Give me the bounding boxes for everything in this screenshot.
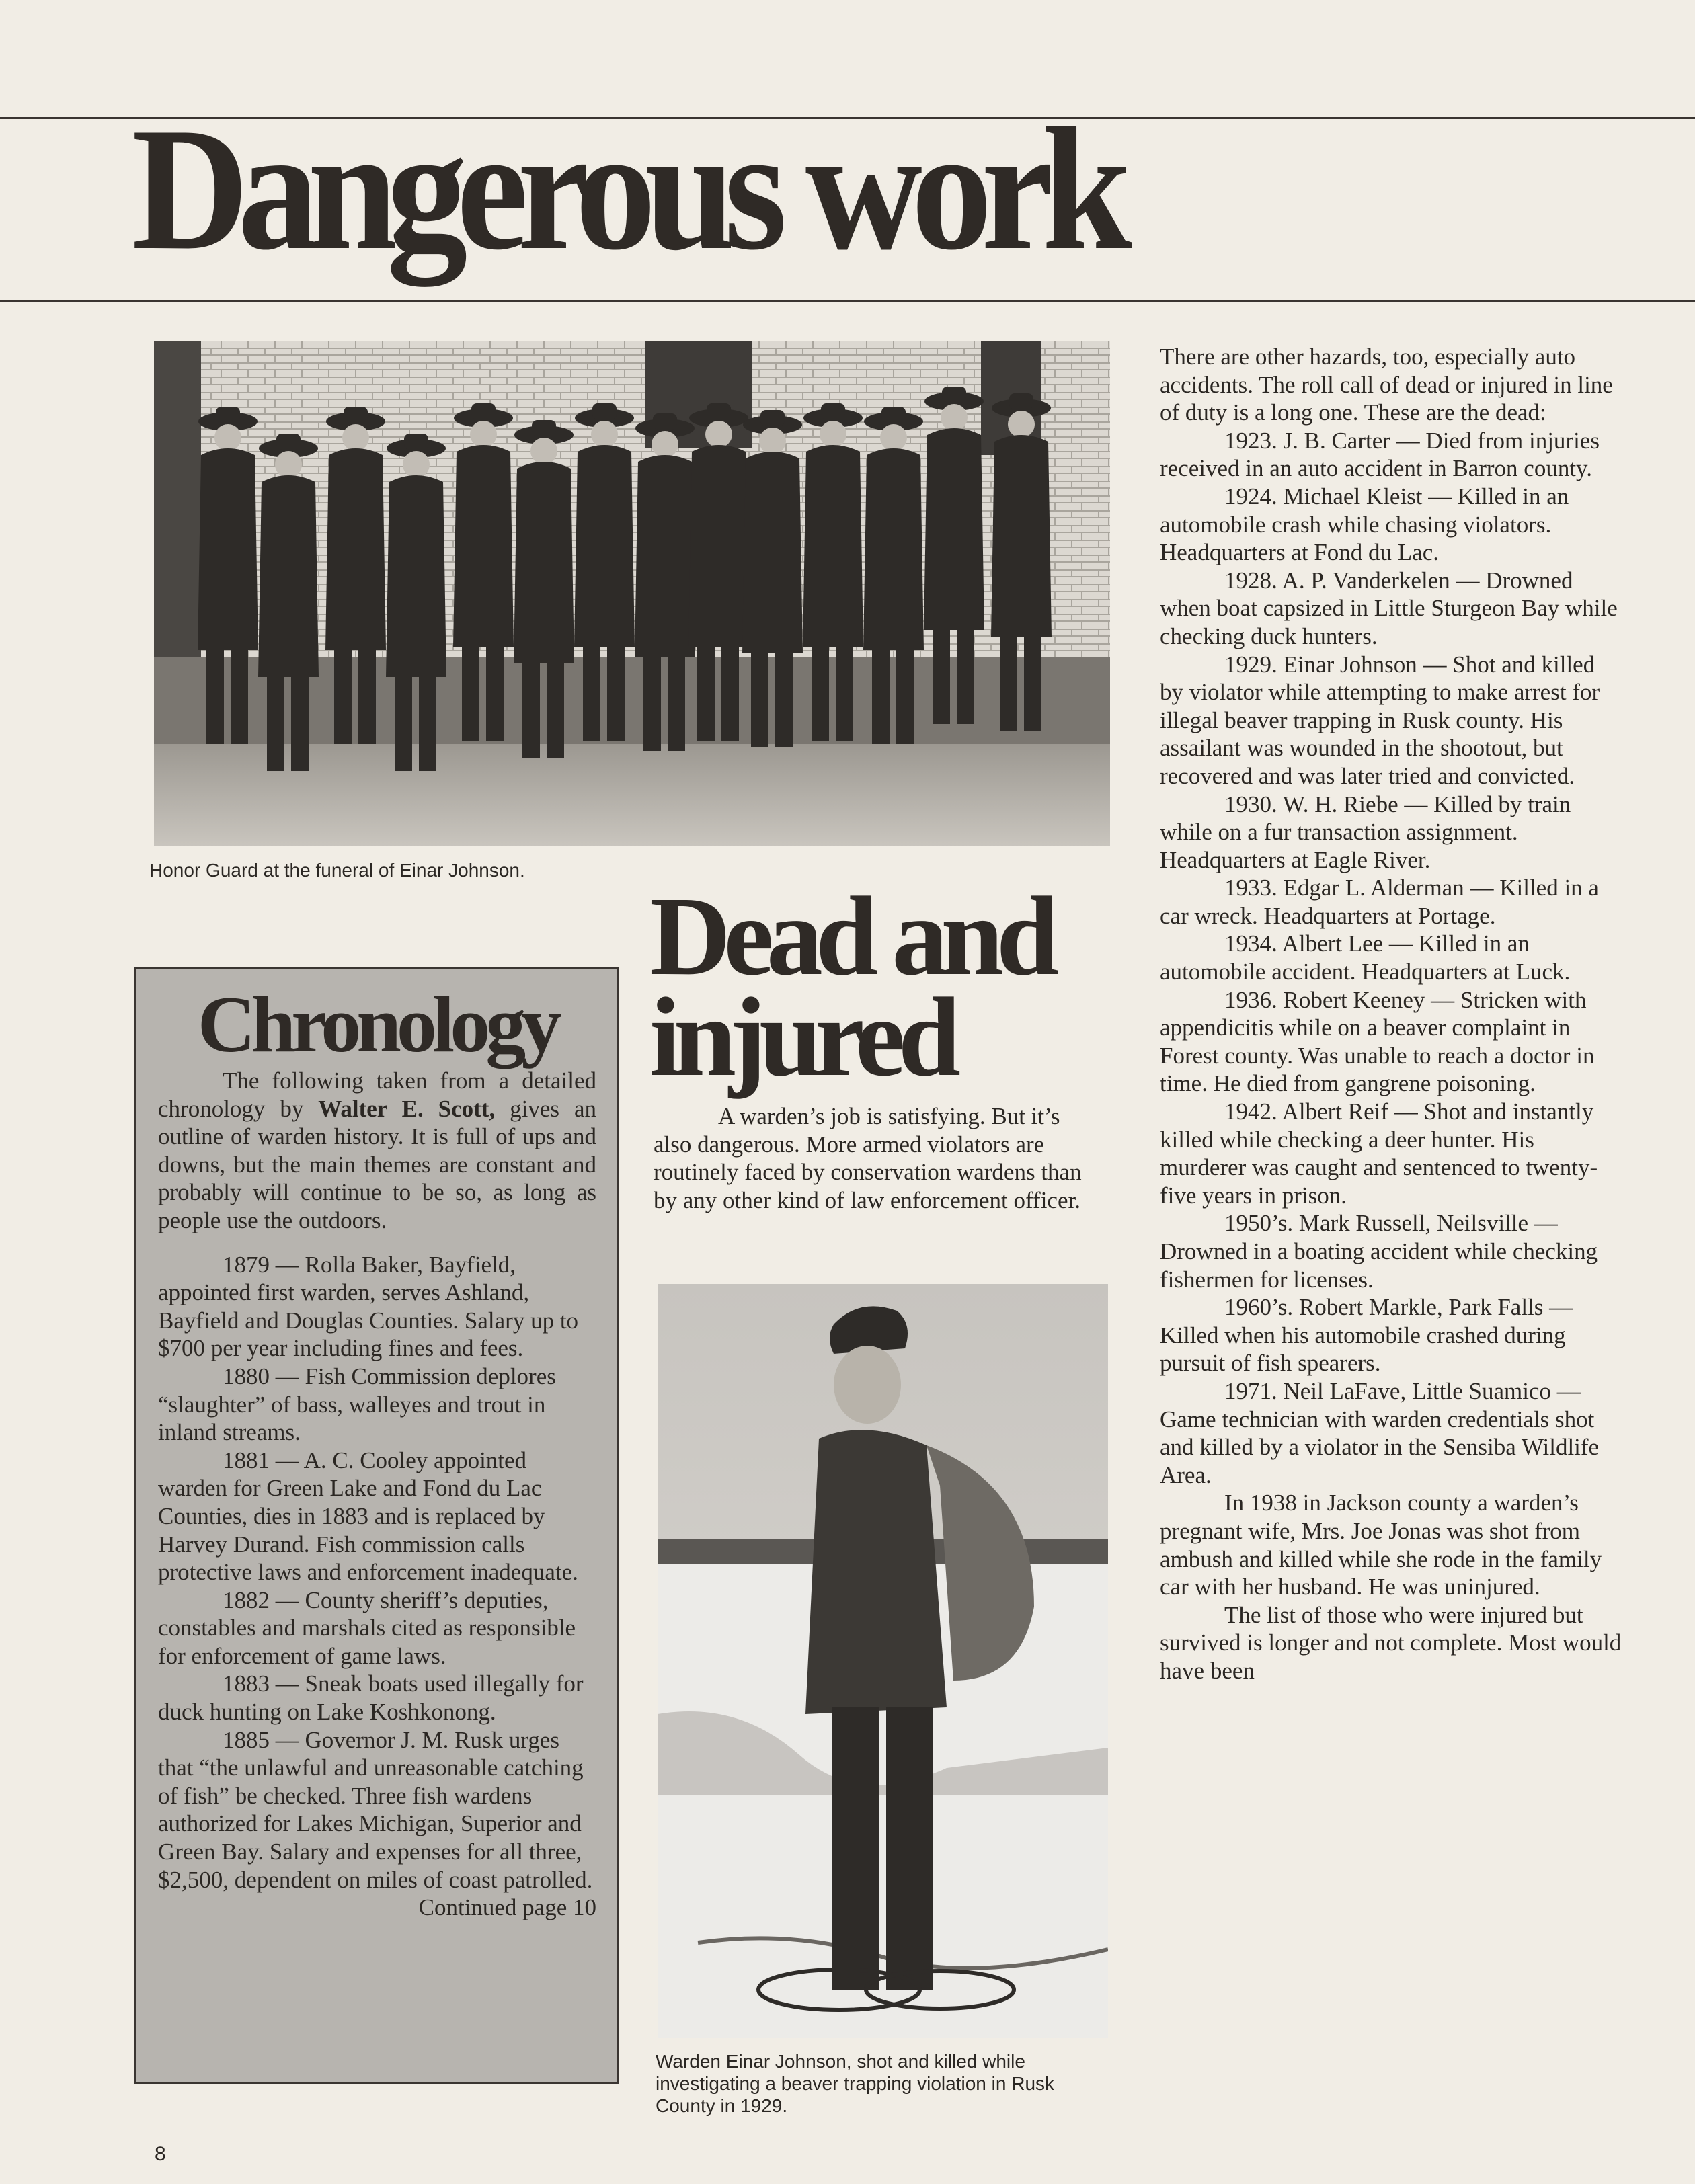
einar-johnson-photo [658,1284,1108,2038]
dead-list-entry: 1934. Albert Lee — Killed in an automobile accident. Headquarters at Luck. [1160,930,1571,985]
continued-page-note: Continued page 10 [418,1894,596,1921]
dead-list-entry: 1950’s. Mark Russell, Neilsville — Drowned in a boating accident while checking fishermen for licenses. [1160,1210,1598,1293]
dead-list-entry: 1929. Einar Johnson — Shot and killed by violator while attempting to make arrest for illegal beaver trapping in Rusk county. His assailant was wounded in the shootout, but recovered and was later tried and convicted. [1160,651,1600,789]
dead-and-injured-intro-block [654,1102,1097,1214]
chronology-intro-text-continued: gives an outline of warden history. It is full of ups and downs, but the main themes are constant and probably will continue to be so, as long as people use the outdoors. [158,1095,597,1233]
einar-johnson-caption: Warden Einar Johnson, shot and killed while investigating a beaver trapping violation in Rusk County in 1929. [656,2051,1055,2116]
dead-list-entry: 1928. A. P. Vanderkelen — Drowned when boat capsized in Little Sturgeon Bay while checking duck hunters. [1160,567,1618,649]
dead-list-entry: 1971. Neil LaFave, Little Suamico — Game technician with warden credentials shot and killed by a violator in the Sensiba Wildlife Area. [1160,1377,1600,1488]
chronology-intro [158,1067,596,1235]
chronology-author: Walter E. Scott, [318,1095,496,1122]
dead-and-injured-intro: A warden’s job is satisfying. But it’s also dangerous. More armed violators are routinely faced by conservation wardens than by any other kind of law enforcement officer. [654,1103,1082,1213]
chronology-entry: 1881 — A. C. Cooley appointed warden for Green Lake and Fond du Lac Counties, dies in 1883 and is replaced by Harvey Durand. Fish commission calls protective laws and enforcement inadequate. [158,1447,578,1586]
honor-guard-caption: Honor Guard at the funeral of Einar Johnson. [149,860,525,881]
chronology-entry: 1880 — Fish Commission deplores “slaughter” of bass, walleyes and trout in inland streams. [158,1363,556,1446]
dead-list-entry: In 1938 in Jackson county a warden’s pregnant wife, Mrs. Joe Jonas was shot from ambush and killed while she rode in the family car with her husband. He was uninjured. [1160,1490,1602,1601]
title-bottom-rule [0,300,1695,302]
chronology-title: Chronology [197,979,557,1069]
dead-list-entry: 1942. Albert Reif — Shot and instantly killed while checking a deer hunter. His murderer was caught and sentenced to twenty-five years in prison. [1160,1098,1598,1209]
dead-list-lead: There are other hazards, too, especially auto accidents. The roll call of dead or injured in line of duty is a long one. These are the dead: [1160,343,1613,426]
honor-guard-photo [154,341,1110,846]
chronology-entry: 1882 — County sheriff’s deputies, constables and marshals cited as responsible for enforcement of game laws. [158,1586,576,1669]
dead-list-entry: The list of those who were injured but survived is longer and not complete. Most would have been [1160,1601,1622,1684]
dead-list-entry: 1933. Edgar L. Alderman — Killed in a car wreck. Headquarters at Portage. [1160,875,1599,929]
einar-johnson-photo-image [658,1284,1108,2038]
dead-and-injured-title [649,874,1052,1100]
chronology-entry: 1885 — Governor J. M. Rusk urges that “the unlawful and unreasonable catching of fish” be checked. Three fish wardens authorized for Lakes Michigan, Superior and Green Bay. Salary and expenses for all three, $2,500, dependent on miles of coast patrolled. [158,1726,593,1893]
chronology-sidebar [134,967,619,2084]
dead-list-entry: 1960’s. Robert Markle, Park Falls — Killed when his automobile crashed during pursuit of fish spearers. [1160,1294,1573,1377]
page-title: Dangerous work [132,91,1121,286]
dead-list-entry: 1930. W. H. Riebe — Killed by train while on a fur transaction assignment. Headquarters at Eagle River. [1160,791,1571,873]
dead-list-entry: 1924. Michael Kleist — Killed in an automobile crash while chasing violators. Headquarters at Fond du Lac. [1160,483,1569,566]
chronology-entries [158,1251,596,1894]
dead-list-entry: 1923. J. B. Carter — Died from injuries received in an auto accident in Barron county. [1160,427,1600,482]
honor-guard-photo-image [154,341,1110,846]
dead-and-injured-title-line1: Dead and [649,874,1052,999]
chronology-entry: 1883 — Sneak boats used illegally for duck hunting on Lake Koshkonong. [158,1670,584,1726]
dead-list-column [1160,343,1624,1685]
dead-and-injured-title-line2: injured [649,975,954,1100]
chronology-entry: 1879 — Rolla Baker, Bayfield, appointed first warden, serves Ashland, Bayfield and Douglas Counties. Salary up to $700 per year including fines and fees. [158,1251,579,1362]
chronology-intro-text: The following taken from a detailed chronology by [158,1067,596,1122]
page-number: 8 [155,2143,166,2165]
dead-list-entry: 1936. Robert Keeney — Stricken with appendicitis while on a beaver complaint in Forest county. Was unable to reach a doctor in time. He died from gangrene poisoning. [1160,986,1595,1097]
